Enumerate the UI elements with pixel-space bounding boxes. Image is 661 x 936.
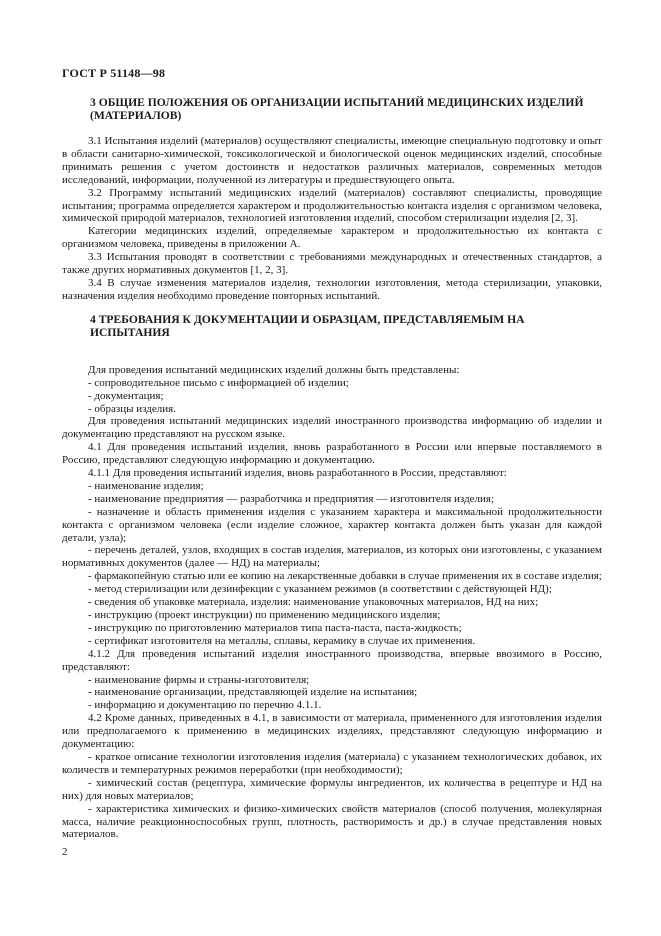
list-item: - образцы изделия. bbox=[88, 402, 176, 415]
list-item: - химический состав (рецептура, химические формулы ингредиентов, их количества в рецептуре и НД на них) для новых материалов; bbox=[62, 776, 602, 802]
list-item: - перечень деталей, узлов, входящих в состав изделия, материалов, из которых они изготовлены, с указанием нормативных документов (далее — НД) на материалы; bbox=[62, 544, 602, 570]
page-content bbox=[62, 96, 602, 841]
paragraph: 3.1 Испытания изделий (материалов) осуществляют специалисты, имеющие специальную подготовку и опыт в области санитарно-химической, токсикологической и биологической оценок медицинских изделий, способные принимать решения с учетом достоинств и недостатков различных материалов, современных методов исследований, информации, полученной из литературы и предшествующего опыта. bbox=[62, 135, 602, 186]
list-item: - наименование изделия; bbox=[88, 479, 204, 492]
list-item: - краткое описание технологии изготовления изделия (материала) с указанием технологических добавок, их количеств и температурных режимов переработки (при необходимости); bbox=[62, 750, 602, 776]
list-item: - назначение и область применения изделия с указанием характера и максимальной продолжительности контакта с организмом человека (если изделие сложное, характер контакта должен быть указан для каждой детали, узла); bbox=[62, 505, 602, 544]
section-3-title: 3 ОБЩИЕ ПОЛОЖЕНИЯ ОБ ОРГАНИЗАЦИИ ИСПЫТАНИЙ МЕДИЦИНСКИХ ИЗДЕЛИЙ (МАТЕРИАЛОВ) bbox=[90, 96, 584, 122]
list-item: - характеристика химических и физико-химических свойств материалов (способ получения, молекулярная масса, наличие реакционноспособных групп, плотность, растворимость и др.) в случае представления новых материалов. bbox=[62, 802, 602, 841]
list-item: - инструкцию по приготовлению материалов типа паста-паста, паста-жидкость; bbox=[88, 621, 462, 634]
list-item: - инструкцию (проект инструкции) по применению медицинского изделия; bbox=[88, 609, 441, 621]
list-item: - наименование фирмы и страны-изготовителя; bbox=[88, 673, 310, 686]
paragraph: 4.1.2 Для проведения испытаний изделия иностранного производства, впервые ввозимого в Россию, представляют: bbox=[62, 647, 602, 673]
list-item: - наименование предприятия — разработчика и предприятия — изготовителя изделия; bbox=[88, 492, 495, 505]
list-item: - метод стерилизации или дезинфекции с указанием режимов (в соответствии с действующей НД); bbox=[88, 583, 552, 596]
paragraph: Категории медицинских изделий, определяемые характером и продолжительностью их контакта с организмом человека, приведены в приложении А. bbox=[62, 225, 602, 251]
list-item: - информацию и документацию по перечню 4.1.1. bbox=[88, 699, 322, 712]
list-item: - сертификат изготовителя на металлы, сплавы, керамику в случае их применения. bbox=[88, 634, 476, 647]
paragraph: 4.1 Для проведения испытаний изделия, вновь разработанного в России или впервые поставляемого в Россию, представляют следующую информацию и документацию. bbox=[62, 441, 602, 467]
list-item: - сопроводительное письмо с информацией об изделии; bbox=[88, 376, 349, 389]
paragraph: 4.2 Кроме данных, приведенных в 4.1, в зависимости от материала, примененного для изготовления изделия или предполагаемого к применению в медицинских изделиях, представляют следующую информацию и документацию: bbox=[62, 712, 602, 751]
list-item: - документация; bbox=[88, 389, 164, 402]
standard-header: ГОСТ Р 51148—98 bbox=[62, 66, 166, 80]
list-item: - наименование организации, представляющей изделие на испытания; bbox=[88, 686, 418, 699]
paragraph: 3.2 Программу испытаний медицинских изделий (материалов) составляют специалисты, проводящие испытания; программа определяется характером и продолжительностью контакта изделия с организмом человека, химической природой материалов, технологией изготовления изделий, способом стерилизации изделия [2, 3]. bbox=[62, 186, 602, 225]
section-3-body bbox=[62, 135, 602, 303]
paragraph: Для проведения испытаний медицинских изделий иностранного производства информацию об изделии и документацию представляют на русском языке. bbox=[62, 415, 602, 441]
spacer bbox=[62, 352, 602, 364]
paragraph: 4.1.1 Для проведения испытаний изделия, вновь разработанного в России, представляют: bbox=[88, 467, 507, 480]
section-4-title: 4 ТРЕБОВАНИЯ К ДОКУМЕНТАЦИИ И ОБРАЗЦАМ, ПРЕДСТАВЛЯЕМЫМ НА ИСПЫТАНИЯ bbox=[90, 312, 525, 339]
list-item: - фармакопейную статью или ее копию на лекарственные добавки в случае применения их в составе изделия; bbox=[88, 570, 602, 583]
section-4-body bbox=[62, 364, 602, 842]
page-number: 2 bbox=[62, 846, 68, 858]
paragraph: Для проведения испытаний медицинских изделий должны быть представлены: bbox=[88, 363, 460, 376]
paragraph: 3.3 Испытания проводят в соответствии с требованиями международных и отечественных стандартов, а также других нормативных документов [1, 2, 3]. bbox=[62, 251, 602, 277]
list-item: - сведения об упаковке материала, изделия: наименование упаковочных материалов, НД на них; bbox=[88, 596, 539, 609]
paragraph: 3.4 В случае изменения материалов изделия, технологии изготовления, метода стерилизации, упаковки, назначения изделия необходимо проведение повторных испытаний. bbox=[62, 276, 602, 302]
